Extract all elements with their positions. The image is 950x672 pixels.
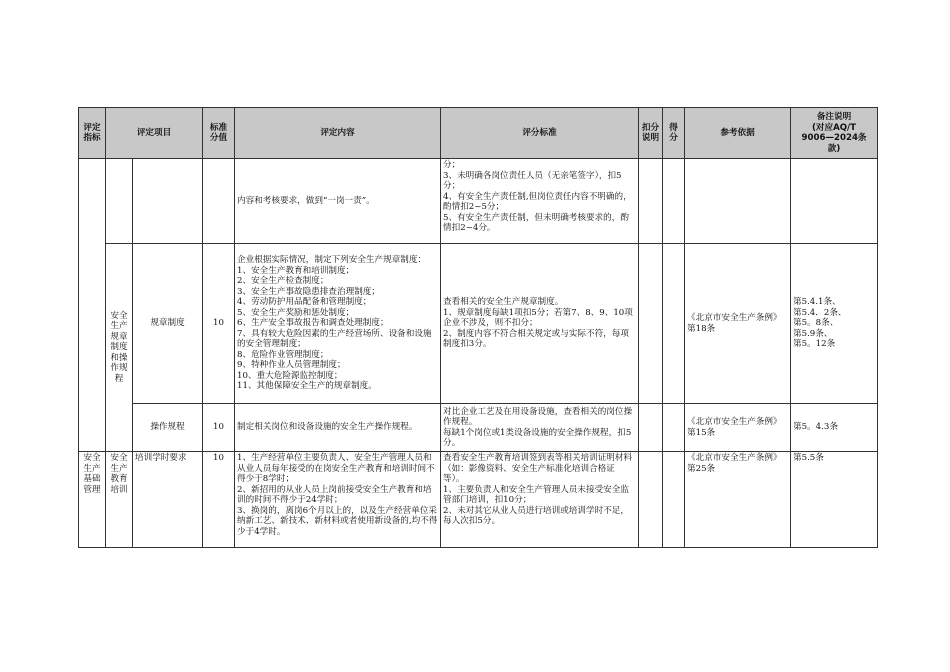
basis-cell [685, 159, 791, 244]
criteria-cell: 分； 3、未明确各岗位责任人员（无亲笔签字），扣5分； 4、有安全生产责任制,但岗位责任内容不明确的，酌情扣2~5分； 5、有安全生产责任制，但未明确考核要求的，酌情扣2~4分。 [441, 159, 639, 244]
header-basis: 参考依据 [685, 108, 791, 159]
got-cell [663, 452, 685, 548]
deduct-cell [639, 159, 663, 244]
criteria-cell: 查看安全生产教育培训签到表等相关培训证明材料（如：影像资料、安全生产标准化培训合格证等）。 1、主要负责人和安全生产管理人员未接受安全监管部门培训，扣10分； 2、未对其它从业人员进行培训或培训学时不足，每人次扣5分。 [441, 452, 639, 548]
got-cell [663, 159, 685, 244]
item-cell-empty [133, 159, 203, 244]
remark-cell: 第5.5条 [791, 452, 878, 548]
item-cell: 培训学时要求 [133, 452, 203, 548]
basis-cell: 《北京市安全生产条例》第18条 [685, 244, 791, 404]
content-cell: 1、生产经营单位主要负责人、安全生产管理人员和从业人员每年接受的在岗安全生产教育和培训时间不得少于8学时； 2、新招用的从业人员上岗前接受安全生产教育和培训的时间不得少于24学时； 3、换岗的，离岗6个月以上的，以及生产经营单位采纳新工艺、新技术、新材料或者使用新设备的,均不得少于4学时。 [235, 452, 441, 548]
criteria-cell: 对比企业工艺及在用设备设施，查看相关的岗位操作规程。 每缺1个岗位或1类设备设施的安全操作规程，扣5分。 [441, 404, 639, 452]
item-cell: 规章制度 [133, 244, 203, 404]
got-cell [663, 244, 685, 404]
remark-cell [791, 159, 878, 244]
indicator-cell: 安全 生产 基础 管理 [79, 452, 106, 548]
header-remark: 备注说明 (对应AQ/T 9006—2024条 款) [791, 108, 878, 159]
item-cell: 操作规程 [133, 404, 203, 452]
basis-cell: 《北京市安全生产条例》第25条 [685, 452, 791, 548]
got-cell [663, 404, 685, 452]
score-cell: 10 [203, 404, 235, 452]
deduct-cell [639, 452, 663, 548]
indicator-cell-empty [79, 159, 106, 452]
score-cell: 10 [203, 244, 235, 404]
deduct-cell [639, 244, 663, 404]
score-cell-empty [203, 159, 235, 244]
header-item: 评定项目 [106, 108, 203, 159]
header-row [79, 108, 878, 159]
content-cell: 企业根据实际情况，制定下列安全生产规章制度： 1、安全生产教育和培训制度； 2、安全生产检查制度； 3、安全生产事故隐患排查治理制度； 4、劳动防护用品配备和管理制度； 5、安全生产奖励和惩处制度； 6、生产安全事故报告和调查处理制度； 7、具有较大危险因素的生产经营场所、设备和设施的安全管理制度； 8、危险作业管理制度； 9、特种作业人员管理制度； 10、重大危险源监控制度； 11、其他保障安全生产的规章制度。 [235, 244, 441, 404]
basis-cell: 《北京市安全生产条例》第15条 [685, 404, 791, 452]
group-cell: 安全 生产 教育 培训 [106, 452, 133, 548]
remark-cell: 第5。4.3条 [791, 404, 878, 452]
evaluation-table [78, 107, 878, 548]
table-row [79, 404, 878, 452]
header-got: 得 分 [663, 108, 685, 159]
header-deduct: 扣分 说明 [639, 108, 663, 159]
criteria-cell: 查看相关的安全生产规章制度。 1、规章制度每缺1项扣5分；若第7、8、9、10项企业不涉及，则不扣分； 2、制度内容不符合相关规定或与实际不符，每项制度扣3分。 [441, 244, 639, 404]
remark-cell: 第5.4.1条、 第5.4．2条、 第5。8条、 第5.9条、 第5。12条 [791, 244, 878, 404]
header-content: 评定内容 [235, 108, 441, 159]
table-row [79, 159, 878, 244]
table-row [79, 244, 878, 404]
content-cell: 制定相关岗位和设备设施的安全生产操作规程。 [235, 404, 441, 452]
header-indicator: 评定 指标 [79, 108, 106, 159]
content-cell: 内容和考核要求，做到“一岗一责”。 [235, 159, 441, 244]
table-row [79, 452, 878, 548]
score-cell: 10 [203, 452, 235, 548]
header-criteria: 评分标准 [441, 108, 639, 159]
group-cell-empty [106, 159, 133, 244]
group-rules-cell: 安全 生产 规章 制度 和操 作规 程 [106, 244, 133, 452]
header-score: 标准 分值 [203, 108, 235, 159]
deduct-cell [639, 404, 663, 452]
